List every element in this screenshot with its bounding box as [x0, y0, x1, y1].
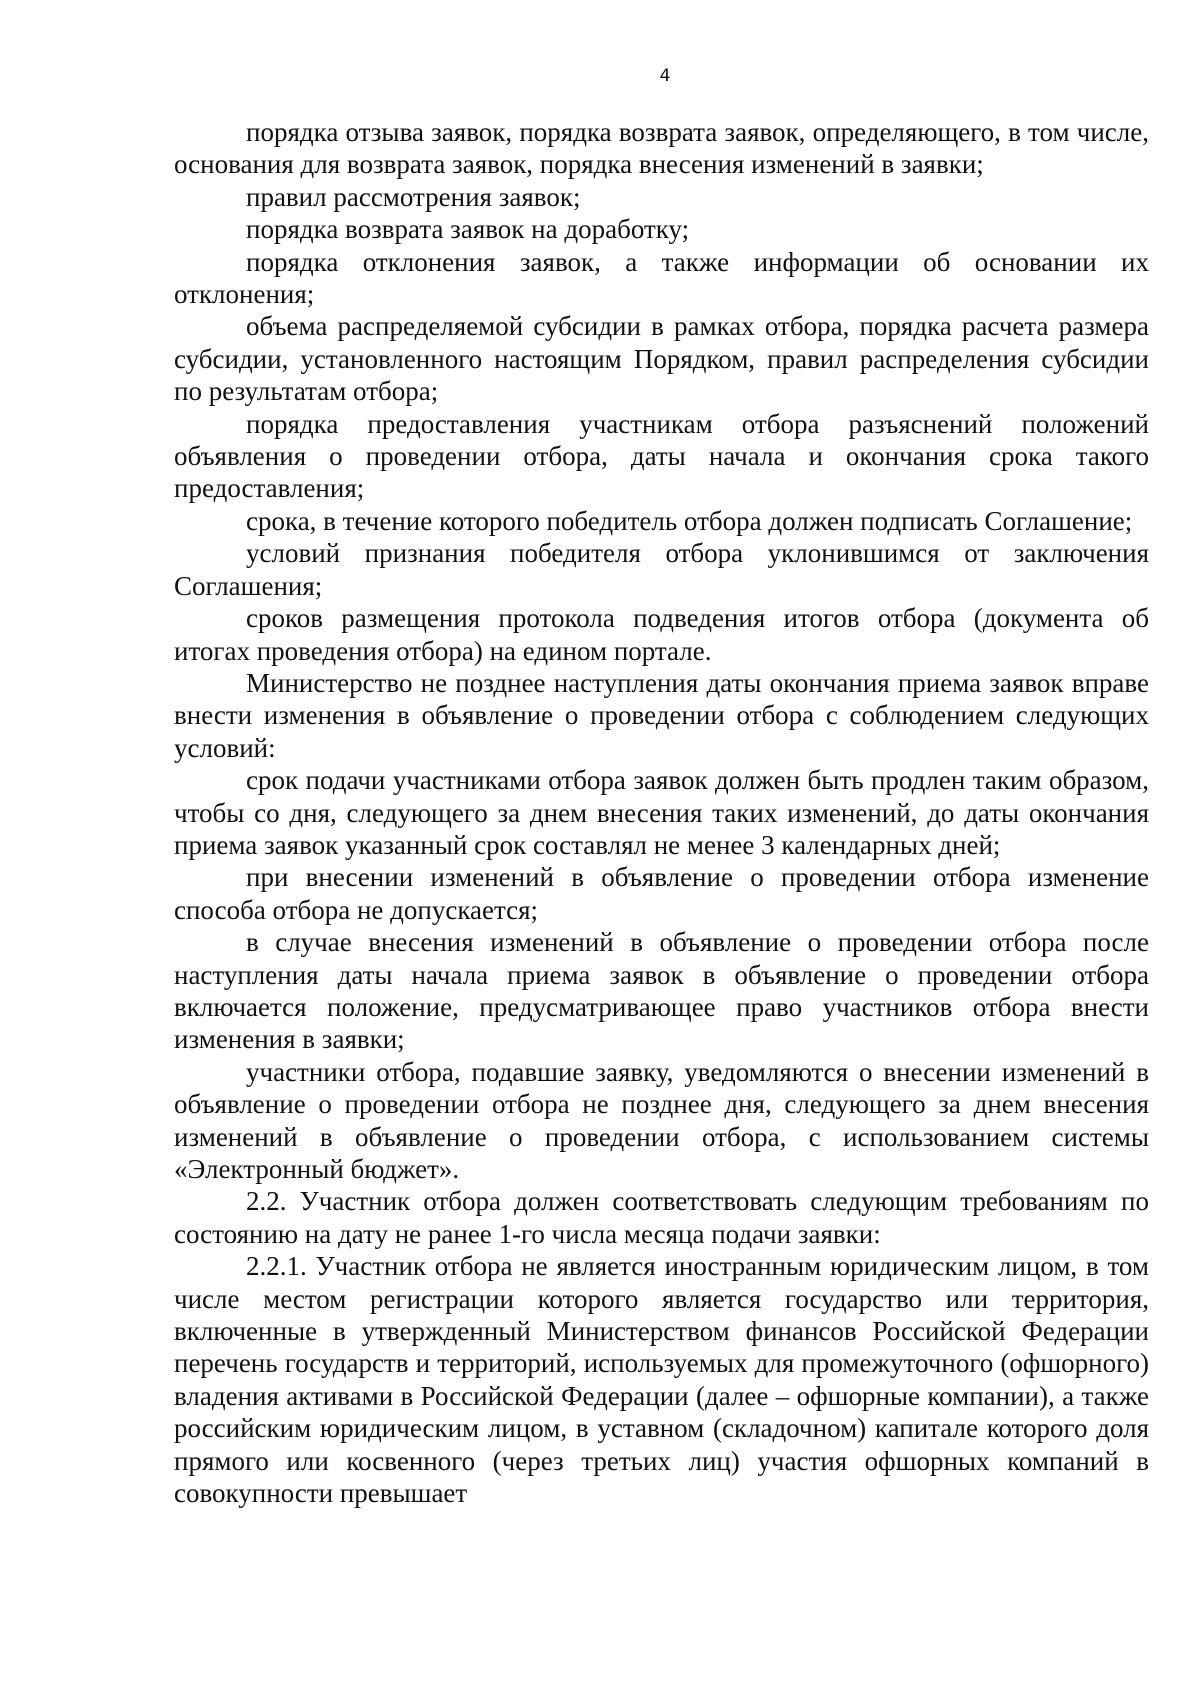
- page-number: 4: [659, 66, 671, 86]
- paragraph: в случае внесения изменений в объявление о проведении отбора после наступления даты начала приема заявок в объявление о проведении отбора включается положение, предусматривающее право участников отбора внести изменения в заявки;: [174, 927, 1149, 1055]
- paragraph: при внесении изменений в объявление о проведении отбора изменение способа отбора не допускается;: [174, 862, 1149, 925]
- paragraph: 2.2. Участник отбора должен соответствовать следующим требованиям по состоянию на дату не ранее 1-го числа месяца подачи заявки:: [174, 1186, 1149, 1249]
- paragraph: условий признания победителя отбора уклонившимся от заключения Соглашения;: [174, 538, 1149, 601]
- paragraph: участники отбора, подавшие заявку, уведомляются о внесении изменений в объявление о проведении отбора не позднее дня, следующего за днем внесения изменений в объявление о проведении отбора, с использованием системы «Электронный бюджет».: [174, 1056, 1149, 1184]
- paragraph: объема распределяемой субсидии в рамках отбора, порядка расчета размера субсидии, установленного настоящим Порядком, правил распределения субсидии по результатам отбора;: [174, 311, 1149, 407]
- paragraph: Министерство не позднее наступления даты окончания приема заявок вправе внести изменения в объявление о проведении отбора с соблюдением следующих условий:: [174, 667, 1149, 763]
- paragraph: срок подачи участниками отбора заявок должен быть продлен таким образом, чтобы со дня, следующего за днем внесения таких изменений, до даты окончания приема заявок указанный срок составлял не менее 3 календарных дней;: [174, 765, 1149, 860]
- paragraph: порядка отклонения заявок, а также информации об основании их отклонения;: [174, 246, 1149, 310]
- paragraph: срока, в течение которого победитель отбора должен подписать Соглашение;: [246, 505, 1133, 536]
- paragraph: порядка отзыва заявок, порядка возврата заявок, определяющего, в том числе, основания для возврата заявок, порядка внесения изменений в заявки;: [174, 117, 1149, 180]
- paragraph: порядка возврата заявок на доработку;: [246, 214, 690, 245]
- paragraph: 2.2.1. Участник отбора не является иностранным юридическим лицом, в том числе местом регистрации которого является государство или территория, включенные в утвержденный Министерством финансов Российской Федерации перечень государств и территорий, используемых для промежуточного (офшорного) владения активами в Российской Федерации (далее – офшорные компании), а также российским юридическим лицом, в уставном (складочном) капитале которого доля прямого или косвенного (через третьих лиц) участия офшорных компаний в совокупности превышает: [174, 1251, 1149, 1509]
- paragraph: порядка предоставления участникам отбора разъяснений положений объявления о проведении отбора, даты начала и окончания срока такого предоставления;: [174, 408, 1149, 504]
- document-body: [174, 116, 1149, 1509]
- paragraph: правил рассмотрения заявок;: [246, 181, 581, 212]
- paragraph: сроков размещения протокола подведения итогов отбора (документа об итогах проведения отбора) на едином портале.: [174, 603, 1149, 666]
